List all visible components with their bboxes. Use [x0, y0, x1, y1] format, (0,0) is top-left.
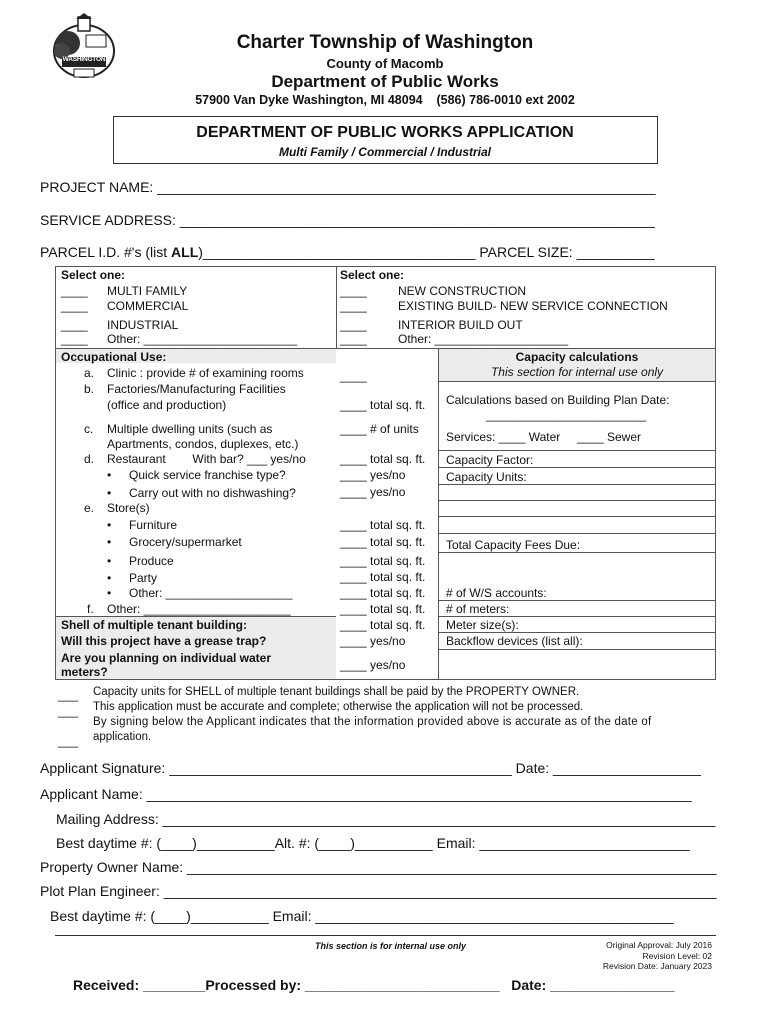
- parcel-label: PARCEL I.D. #'s (list: [40, 244, 172, 260]
- township-title: Charter Township of Washington: [236, 32, 534, 53]
- application-subtitle: Multi Family / Commercial / Industrial: [278, 145, 492, 159]
- type-option-commercial[interactable]: [61, 299, 189, 313]
- occ-furniture-value[interactable]: ____ total sq. ft.: [340, 518, 426, 532]
- construction-option-existing[interactable]: [340, 299, 668, 313]
- ack-blank-1[interactable]: ___: [58, 688, 79, 702]
- application-title: DEPARTMENT OF PUBLIC WORKS APPLICATION: [196, 124, 574, 141]
- occ-dwelling-label: Multiple dwelling units (such as: [107, 422, 273, 436]
- construction-blank[interactable]: ____: [340, 299, 367, 313]
- mailing-address-field[interactable]: Mailing Address: _______________________________________________________________________: [56, 811, 716, 827]
- capacity-plan-date-label: Calculations based on Building Plan Date:: [446, 393, 670, 407]
- capacity-plan-date-field[interactable]: ________________________: [486, 408, 647, 422]
- occ-letter-c: c.: [84, 422, 94, 436]
- construction-option-other[interactable]: [340, 332, 569, 346]
- parcel-field[interactable]: [40, 244, 670, 260]
- logo-text: WASHINGTON: [62, 56, 106, 63]
- bullet-icon: •: [107, 486, 112, 500]
- department-address: 57900 Van Dyke Washington, MI 48094 (586) 786-0010 ext 2002: [195, 93, 575, 107]
- ack-blank-2[interactable]: ___: [58, 704, 79, 718]
- occ-clinic-label: Clinic : provide # of examining rooms: [107, 366, 304, 380]
- applicant-signature-field[interactable]: Applicant Signature: ____________________________________________ Date: ___________________: [40, 760, 701, 776]
- meter-size-label: Meter size(s):: [446, 618, 519, 632]
- parcel-all: ALL: [171, 244, 199, 260]
- ws-accounts-label: # of W/S accounts:: [446, 586, 547, 600]
- construction-option-interior[interactable]: [340, 318, 523, 332]
- type-option-other[interactable]: [61, 332, 298, 346]
- occ-restaurant-label: Restaurant With bar? ___ yes/no: [107, 452, 306, 466]
- type-label: Other: _______________________: [107, 332, 298, 346]
- best-daytime-applicant-field[interactable]: Best daytime #: (____)__________Alt. #: (____)__________ Email: ___________________________: [56, 835, 690, 851]
- footer-divider: [55, 935, 716, 936]
- type-option-industrial[interactable]: [61, 318, 179, 332]
- construction-option-new[interactable]: [340, 284, 526, 298]
- department-name: Department of Public Works: [271, 72, 499, 91]
- type-blank[interactable]: ____: [61, 332, 88, 346]
- select-one-type-heading: Select one:: [61, 268, 126, 282]
- ack-accuracy-text: This application must be accurate and complete; otherwise the application will not be processed.: [93, 701, 584, 713]
- occ-produce-label: Produce: [129, 554, 174, 568]
- parcel-size-label: )___________________________________ PARCEL SIZE: __________: [198, 244, 655, 260]
- bullet-icon: •: [107, 468, 112, 482]
- occ-clinic-value[interactable]: ____: [340, 369, 367, 383]
- occ-letter-a: a.: [84, 366, 95, 380]
- meters-count-label: # of meters:: [446, 602, 510, 616]
- occ-factories-label: Factories/Manufacturing Facilities: [107, 382, 286, 396]
- occ-factories-sub: (office and production): [107, 398, 227, 412]
- water-meters-label-cont: meters?: [61, 665, 108, 679]
- capacity-units-label: Capacity Units:: [446, 470, 527, 484]
- water-meters-value[interactable]: ____ yes/no: [340, 658, 406, 672]
- backflow-label: Backflow devices (list all):: [446, 634, 583, 648]
- county-name: County of Macomb: [326, 56, 444, 71]
- capacity-fees-label: Total Capacity Fees Due:: [446, 538, 581, 552]
- occ-quick-service-label: Quick service franchise type?: [129, 468, 286, 482]
- occ-dwelling-value[interactable]: ____ # of units: [340, 422, 419, 436]
- revision-level: Revision Level: 02: [642, 951, 712, 961]
- ack-shell-text: Capacity units for SHELL of multiple tenant buildings shall be paid by the PROPERTY OWNER.: [93, 686, 580, 698]
- bullet-icon: •: [107, 518, 112, 532]
- construction-label: INTERIOR BUILD OUT: [398, 318, 523, 332]
- capacity-heading: Capacity calculations: [515, 350, 639, 364]
- revision-date: Revision Date: January 2023: [602, 961, 712, 971]
- occ-furniture-label: Furniture: [129, 518, 178, 532]
- occupational-use-heading: Occupational Use:: [61, 350, 167, 364]
- type-blank[interactable]: ____: [61, 284, 88, 298]
- construction-blank[interactable]: ____: [340, 318, 367, 332]
- occ-party-label: Party: [129, 571, 158, 585]
- capacity-services-field[interactable]: Services: ____ Water ____ Sewer: [446, 430, 641, 444]
- best-daytime-engineer-field[interactable]: Best daytime #: (____)__________ Email: ______________________________________________: [50, 908, 674, 924]
- construction-label: NEW CONSTRUCTION: [398, 284, 526, 298]
- water-meters-label: Are you planning on individual water: [61, 651, 272, 665]
- construction-blank[interactable]: ____: [340, 332, 367, 346]
- internal-use-note: This section is for internal use only: [315, 941, 467, 951]
- type-blank[interactable]: ____: [61, 299, 88, 313]
- capacity-note: This section for internal use only: [490, 365, 664, 379]
- construction-label: EXISTING BUILD- NEW SERVICE CONNECTION: [398, 299, 668, 313]
- grease-trap-value[interactable]: ____ yes/no: [340, 634, 406, 648]
- property-owner-field[interactable]: Property Owner Name: ____________________________________________________________________: [40, 859, 717, 875]
- occ-carry-out-label: Carry out with no dishwashing?: [129, 486, 296, 500]
- occ-stores-label: Store(s): [107, 501, 150, 515]
- occ-letter-d: d.: [84, 452, 95, 466]
- occ-quick-service-value[interactable]: ____ yes/no: [340, 468, 406, 482]
- project-name-field[interactable]: PROJECT NAME: ________________________________________________________________: [40, 179, 656, 195]
- occ-restaurant-value[interactable]: ____ total sq. ft.: [340, 452, 426, 466]
- grease-trap-label: Will this project have a grease trap?: [61, 634, 267, 648]
- type-label: INDUSTRIAL: [107, 318, 179, 332]
- original-approval: Original Approval: July 2016: [606, 940, 712, 950]
- occ-letter-e: e.: [84, 501, 95, 515]
- ack-signing-text: By signing below the Applicant indicates that the information provided above is accurate as of the date of: [93, 716, 652, 728]
- occ-other-label: Other: ______________________: [107, 602, 291, 616]
- bullet-icon: •: [107, 586, 112, 600]
- ack-blank-3[interactable]: ___: [58, 734, 79, 748]
- occ-party-value[interactable]: ____ total sq. ft.: [340, 570, 426, 584]
- application-banner: [113, 116, 658, 164]
- occ-grocery-label: Grocery/supermarket: [129, 535, 242, 549]
- shell-building-value[interactable]: ____ total sq. ft.: [340, 618, 426, 632]
- occ-store-other-value[interactable]: ____ total sq. ft.: [340, 586, 426, 600]
- occ-store-other-label: Other: ___________________: [129, 586, 293, 600]
- construction-label: Other: ____________________: [398, 332, 569, 346]
- occ-dwelling-sub: Apartments, condos, duplexes, etc.): [107, 437, 299, 451]
- service-address-field[interactable]: SERVICE ADDRESS: _____________________________________________________________: [40, 212, 655, 228]
- received-processed-date-field[interactable]: Received: ________Processed by: _________________________ Date: ________________: [73, 977, 675, 993]
- occ-grocery-value[interactable]: ____ total sq. ft.: [340, 535, 426, 549]
- occ-letter-b: b.: [84, 382, 95, 396]
- type-label: COMMERCIAL: [107, 299, 189, 313]
- bullet-icon: •: [107, 535, 112, 549]
- plot-plan-engineer-field[interactable]: Plot Plan Engineer: _______________________________________________________________________: [40, 883, 717, 899]
- occ-other-value[interactable]: ____ total sq. ft.: [340, 602, 426, 616]
- type-blank[interactable]: ____: [61, 318, 88, 332]
- occ-produce-value[interactable]: ____ total sq. ft.: [340, 554, 426, 568]
- shell-building-label: Shell of multiple tenant building:: [61, 618, 247, 632]
- select-one-construction-heading: Select one:: [340, 268, 405, 282]
- occ-carry-out-value[interactable]: ____ yes/no: [340, 485, 406, 499]
- construction-blank[interactable]: ____: [340, 284, 367, 298]
- applicant-name-field[interactable]: Applicant Name: ______________________________________________________________________: [40, 786, 692, 802]
- type-option-multi-family[interactable]: [61, 284, 188, 298]
- ack-signing-text-cont: application.: [93, 731, 152, 743]
- bullet-icon: •: [107, 554, 112, 568]
- type-label: MULTI FAMILY: [107, 284, 188, 298]
- bullet-icon: •: [107, 571, 112, 585]
- capacity-factor-label: Capacity Factor:: [446, 453, 534, 467]
- occ-letter-f: f.: [87, 602, 94, 616]
- occ-factories-value[interactable]: ____ total sq. ft.: [340, 398, 426, 412]
